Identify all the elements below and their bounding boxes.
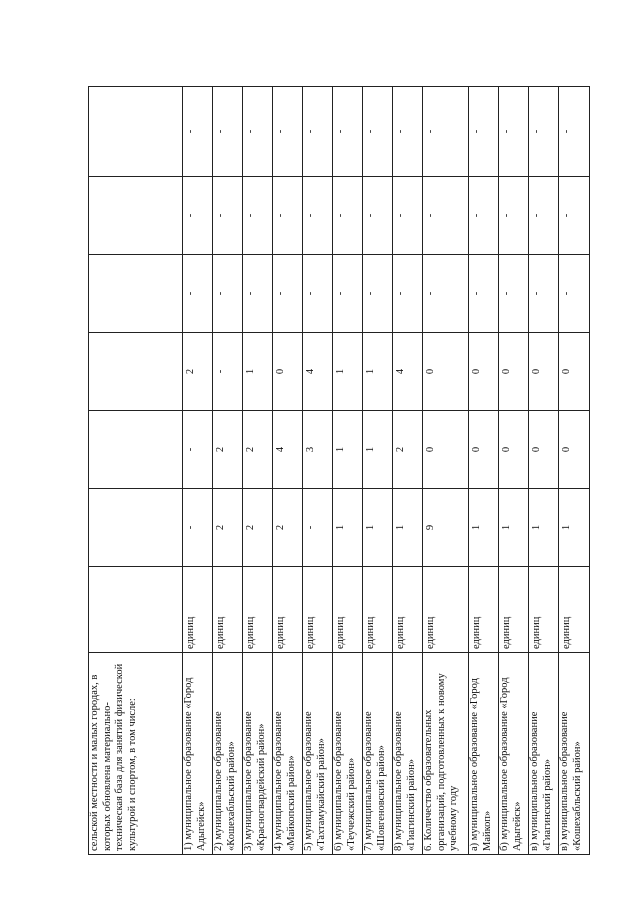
indicator-name-cell: 3) муниципальное образование «Красногвардейский район»: [243, 653, 273, 855]
value-cell: -: [303, 255, 333, 333]
indicator-name-cell: 4) муниципальное образование «Майкопский район»: [273, 653, 303, 855]
value-cell: -: [213, 255, 243, 333]
value-cell: -: [393, 255, 423, 333]
value-cell: 1: [363, 411, 393, 489]
value-cell: 0: [469, 333, 499, 411]
indicator-name-cell: 6) муниципальное образование «Теучежский район»: [333, 653, 363, 855]
value-cell: 0: [423, 333, 469, 411]
value-cell: -: [213, 333, 243, 411]
value-cell: 2: [183, 333, 213, 411]
value-cell: -: [183, 177, 213, 255]
value-cell: 3: [303, 411, 333, 489]
value-cell: [89, 333, 183, 411]
unit-cell: единиц: [423, 567, 469, 653]
value-cell: 2: [243, 489, 273, 567]
unit-cell: единиц: [529, 567, 559, 653]
value-cell: -: [243, 87, 273, 177]
indicator-name-cell: 1) муниципальное образование «Город Адыгейск»: [183, 653, 213, 855]
value-cell: -: [393, 87, 423, 177]
value-cell: 1: [333, 333, 363, 411]
indicator-name-cell: 5) муниципальное образование «Тахтамукайский район»: [303, 653, 333, 855]
table-row: [89, 87, 183, 855]
table-row: [423, 87, 469, 855]
value-cell: 1: [363, 333, 393, 411]
table-row: [303, 87, 333, 855]
indicator-name-cell: в) муниципальное образование «Кошехабльский район»: [559, 653, 590, 855]
value-cell: -: [529, 255, 559, 333]
table-row: [213, 87, 243, 855]
indicator-name-cell: 8) муниципальное образование «Гиагинский район»: [393, 653, 423, 855]
value-cell: 0: [529, 411, 559, 489]
value-cell: -: [333, 87, 363, 177]
value-cell: -: [559, 177, 590, 255]
value-cell: 0: [469, 411, 499, 489]
value-cell: 1: [529, 489, 559, 567]
value-cell: -: [363, 177, 393, 255]
value-cell: 9: [423, 489, 469, 567]
table-row: [363, 87, 393, 855]
table-row: [559, 87, 590, 855]
value-cell: 4: [303, 333, 333, 411]
value-cell: 2: [213, 489, 243, 567]
value-cell: [89, 87, 183, 177]
value-cell: -: [423, 87, 469, 177]
unit-cell: единиц: [499, 567, 529, 653]
table-row: [469, 87, 499, 855]
value-cell: 2: [213, 411, 243, 489]
value-cell: -: [559, 255, 590, 333]
rotated-table-container: [88, 87, 590, 855]
value-cell: -: [423, 177, 469, 255]
value-cell: 0: [273, 333, 303, 411]
indicator-name-cell: сельской местности и малых городах, в которых обновлена материально-техническая база для занятий физической культурой и спортом, в том числе:: [89, 653, 183, 855]
value-cell: -: [183, 411, 213, 489]
value-cell: [89, 411, 183, 489]
value-cell: 1: [363, 489, 393, 567]
table-row: [183, 87, 213, 855]
value-cell: -: [183, 255, 213, 333]
value-cell: -: [303, 177, 333, 255]
value-cell: -: [469, 177, 499, 255]
value-cell: -: [333, 177, 363, 255]
table-row: [273, 87, 303, 855]
value-cell: -: [469, 255, 499, 333]
indicator-name-cell: 2) муниципальное образование «Кошехабльский район»: [213, 653, 243, 855]
value-cell: -: [393, 177, 423, 255]
value-cell: -: [469, 87, 499, 177]
value-cell: -: [273, 87, 303, 177]
value-cell: -: [213, 177, 243, 255]
value-cell: 0: [559, 333, 590, 411]
value-cell: 1: [469, 489, 499, 567]
unit-cell: единиц: [363, 567, 393, 653]
unit-cell: единиц: [183, 567, 213, 653]
value-cell: [89, 255, 183, 333]
unit-cell: единиц: [243, 567, 273, 653]
value-cell: 1: [333, 489, 363, 567]
value-cell: -: [333, 255, 363, 333]
value-cell: 0: [529, 333, 559, 411]
value-cell: -: [499, 177, 529, 255]
value-cell: 0: [559, 411, 590, 489]
indicator-table: [88, 86, 590, 855]
unit-cell: единиц: [559, 567, 590, 653]
value-cell: [89, 489, 183, 567]
table-row: [243, 87, 273, 855]
value-cell: 0: [423, 411, 469, 489]
value-cell: -: [183, 87, 213, 177]
value-cell: -: [213, 87, 243, 177]
value-cell: 0: [499, 411, 529, 489]
value-cell: 2: [243, 411, 273, 489]
value-cell: 2: [273, 489, 303, 567]
value-cell: -: [529, 87, 559, 177]
value-cell: -: [363, 255, 393, 333]
table-row: [393, 87, 423, 855]
table-row: [499, 87, 529, 855]
table-body: [89, 87, 590, 855]
value-cell: -: [303, 489, 333, 567]
value-cell: -: [529, 177, 559, 255]
value-cell: 1: [333, 411, 363, 489]
value-cell: [89, 177, 183, 255]
value-cell: -: [499, 87, 529, 177]
value-cell: 2: [393, 411, 423, 489]
value-cell: -: [273, 177, 303, 255]
unit-cell: единиц: [213, 567, 243, 653]
unit-cell: единиц: [469, 567, 499, 653]
value-cell: -: [423, 255, 469, 333]
indicator-name-cell: 6. Количество образовательных организаций, подготовленных к новому учебному году: [423, 653, 469, 855]
indicator-name-cell: а) муниципальное образование «Город Майкоп»: [469, 653, 499, 855]
value-cell: -: [363, 87, 393, 177]
value-cell: 4: [393, 333, 423, 411]
value-cell: 0: [499, 333, 529, 411]
indicator-name-cell: 7) муниципальное образование «Шовгеновский район»: [363, 653, 393, 855]
value-cell: -: [243, 255, 273, 333]
value-cell: 4: [273, 411, 303, 489]
unit-cell: [89, 567, 183, 653]
value-cell: 1: [499, 489, 529, 567]
table-row: [333, 87, 363, 855]
table-row: [529, 87, 559, 855]
unit-cell: единиц: [333, 567, 363, 653]
value-cell: -: [303, 87, 333, 177]
value-cell: -: [243, 177, 273, 255]
value-cell: -: [183, 489, 213, 567]
value-cell: 1: [559, 489, 590, 567]
unit-cell: единиц: [273, 567, 303, 653]
value-cell: -: [559, 87, 590, 177]
indicator-name-cell: б) муниципальное образование «Город Адыгейск»: [499, 653, 529, 855]
indicator-name-cell: в) муниципальное образование «Гиагинский район»: [529, 653, 559, 855]
value-cell: 1: [393, 489, 423, 567]
value-cell: -: [273, 255, 303, 333]
unit-cell: единиц: [393, 567, 423, 653]
value-cell: -: [499, 255, 529, 333]
unit-cell: единиц: [303, 567, 333, 653]
value-cell: 1: [243, 333, 273, 411]
